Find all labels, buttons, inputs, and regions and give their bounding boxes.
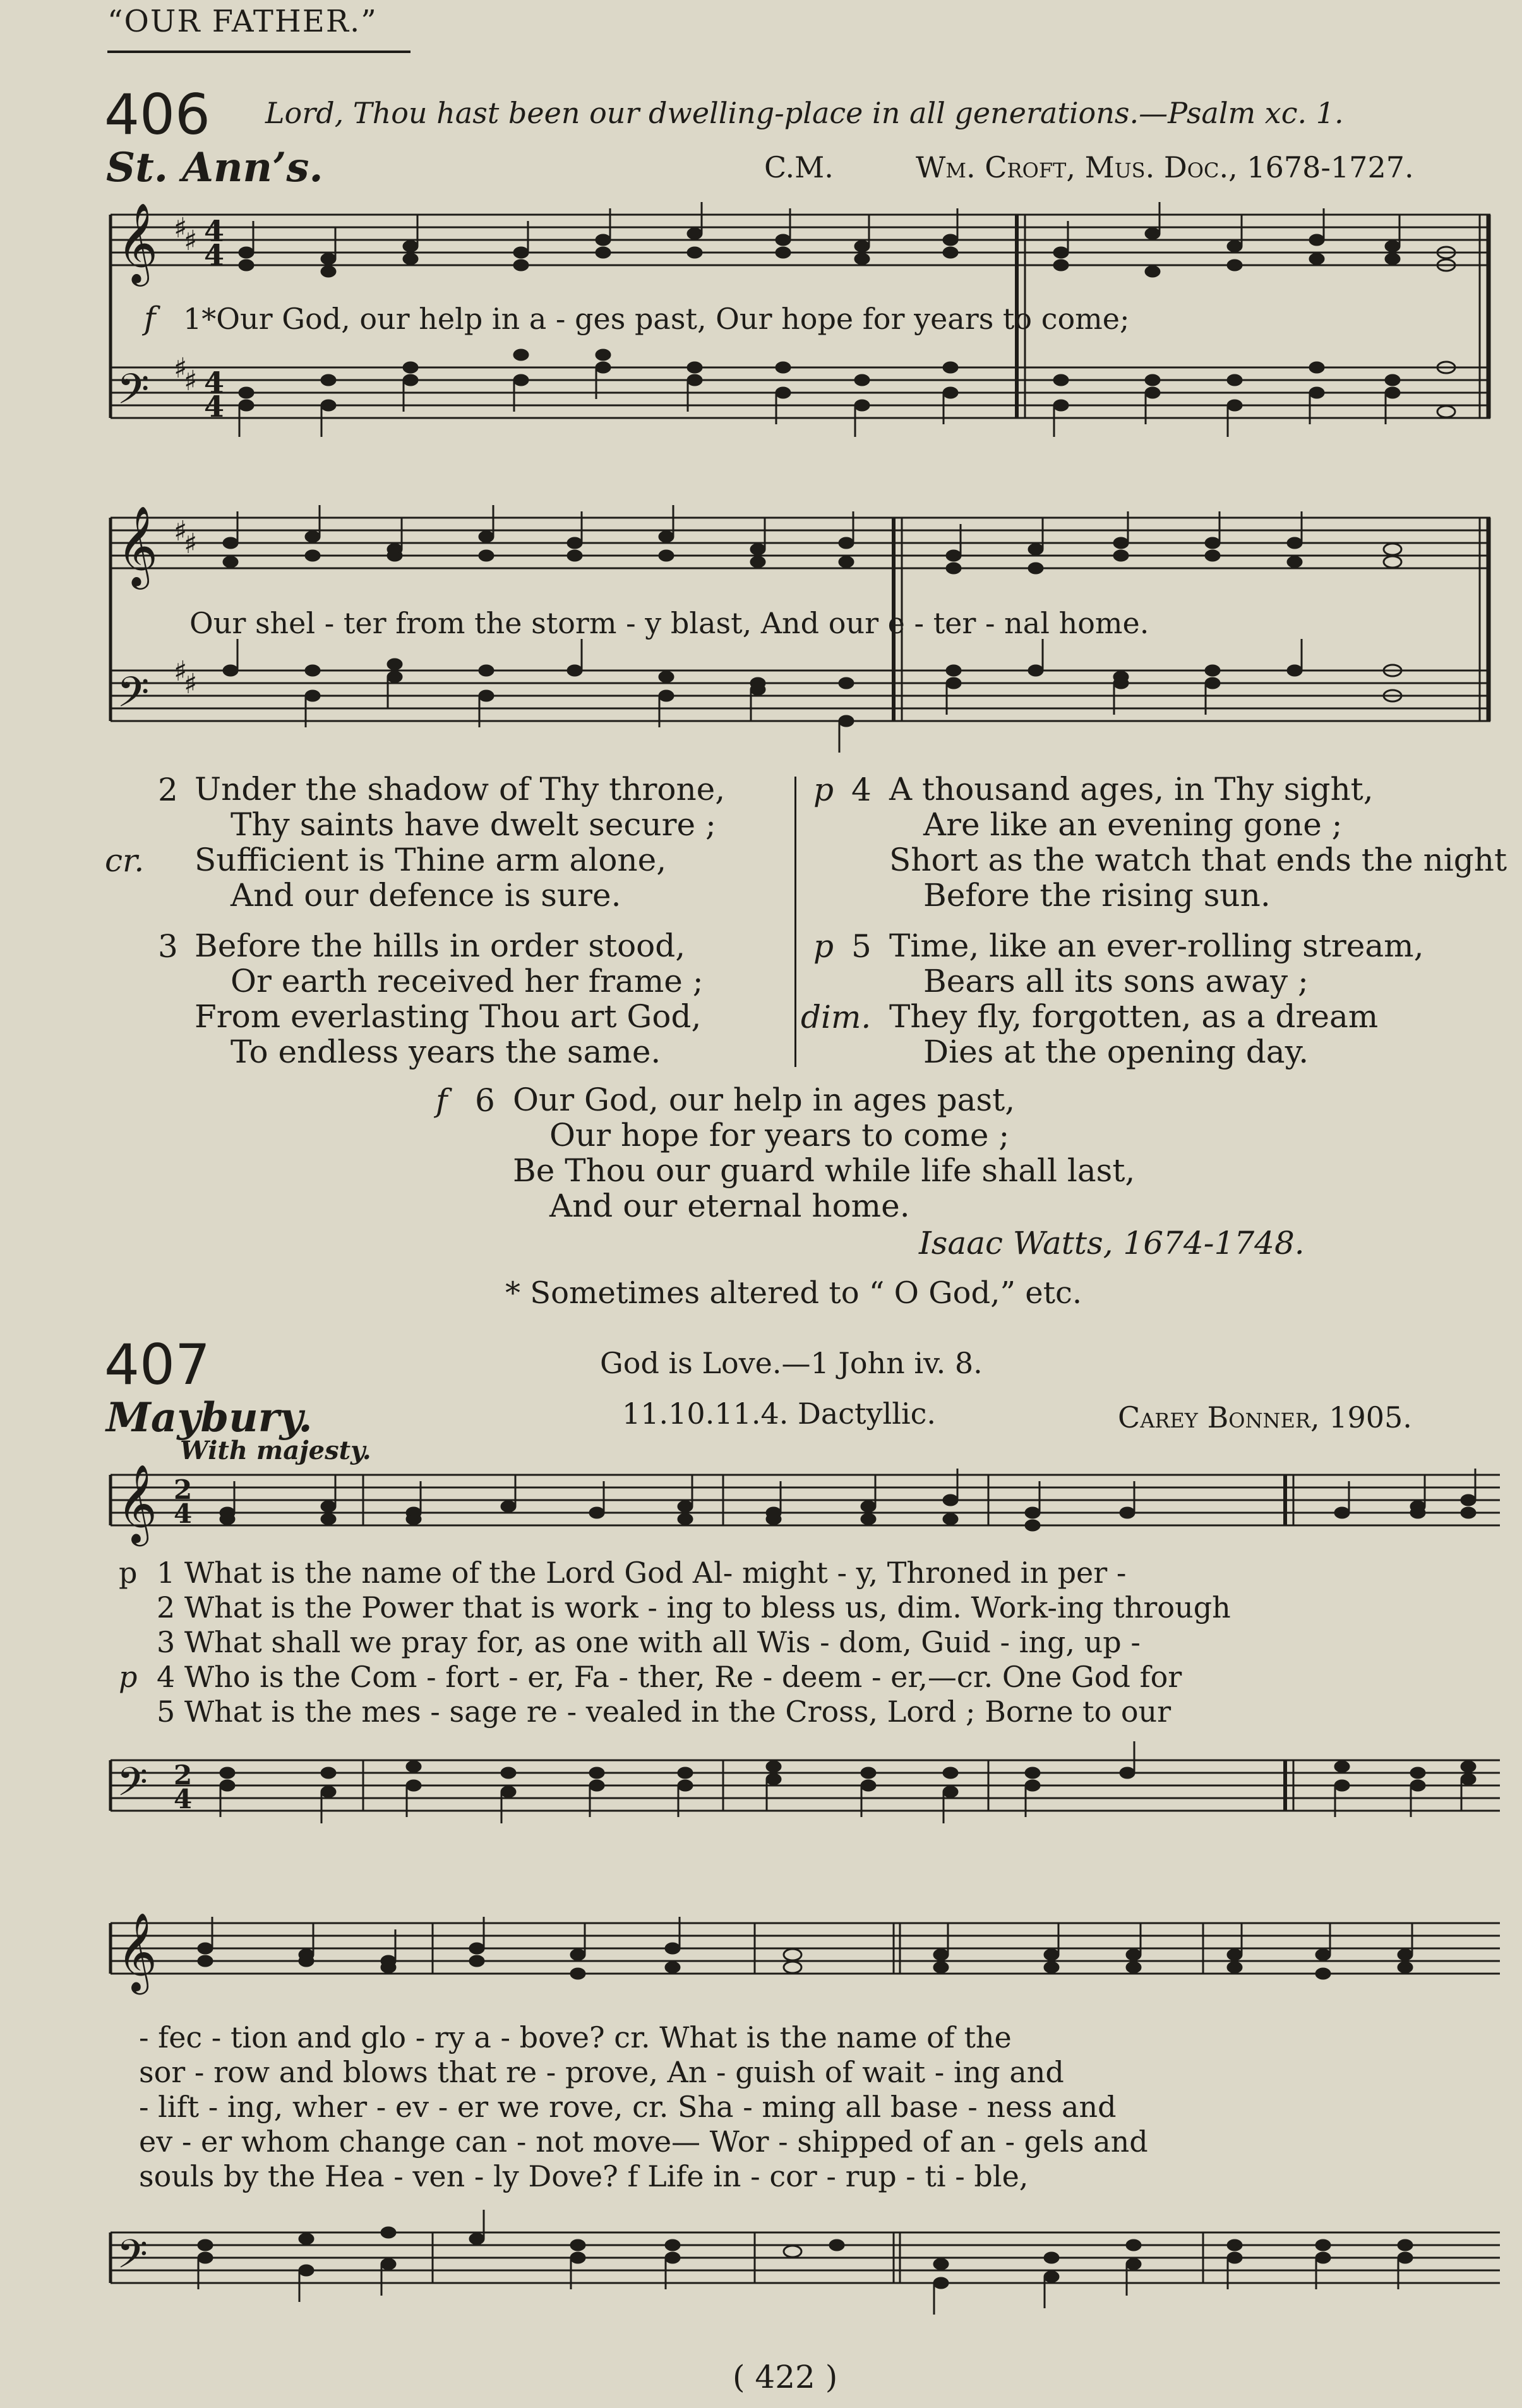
svg-text:𝄢: 𝄢 <box>117 1758 148 1815</box>
hymn-407-system-1-lyrics <box>101 1556 1503 1732</box>
hymn-407-tempo: With majesty. <box>180 1436 371 1465</box>
lyric-line: 5 What is the mes - sage re - vealed in the Cross, Lord ; Borne to our <box>157 1695 1171 1729</box>
dynamic-mark: dim. <box>801 999 872 1035</box>
hymn-406-tune-name: St. Ann’s. <box>106 144 323 191</box>
hymn-406-meter: C.M. <box>764 150 834 184</box>
lyric-line: 3 What shall we pray for, as one with all Wis - dom, Guid - ing, up - <box>157 1625 1141 1659</box>
hymn-406-composer: Wm. Croft, Mus. Doc., 1678-1727. <box>916 150 1414 184</box>
svg-text:4: 4 <box>174 1498 193 1529</box>
lyric-line: souls by the Hea - ven - ly Dove? f Life in - cor - rup - ti - ble, <box>139 2159 1029 2193</box>
hymn-406-author: Isaac Watts, 1674-1748. <box>919 1225 1305 1261</box>
lyric-line: 1 What is the name of the Lord God Al- might - y, Throned in per - <box>157 1556 1127 1590</box>
hymn-407-system-2-lyrics <box>101 2020 1503 2197</box>
hymn-407-text-reference: God is Love.—1 John iv. 8. <box>600 1346 983 1380</box>
lyric-line: - lift - ing, wher - ev - er we rove, cr. Sha - ming all base - ness and <box>139 2090 1117 2124</box>
verse-6 <box>429 1082 1250 1234</box>
svg-text:𝄞: 𝄞 <box>117 1912 157 1991</box>
verse-line: Short as the watch that ends the night <box>889 842 1507 878</box>
svg-text:2: 2 <box>174 1760 193 1791</box>
verse-mark: p <box>119 1660 138 1694</box>
hymn-407-system-2-bass <box>104 2210 1503 2323</box>
svg-text:♯: ♯ <box>174 515 188 547</box>
hymn-407-meter: 11.10.11.4. Dactyllic. <box>622 1397 937 1431</box>
lyric-line: sor - row and blows that re - prove, An - guish of wait - ing and <box>139 2055 1064 2089</box>
dynamic-mark: f <box>436 1082 448 1119</box>
dynamic-mark: p <box>813 928 834 965</box>
verse-4 <box>808 771 1507 928</box>
verse-line: Dies at the opening day. <box>923 1034 1309 1070</box>
svg-text:𝄞: 𝄞 <box>117 505 159 586</box>
verse-line: And our defence is sure. <box>231 877 621 914</box>
verse-number: 3 <box>158 928 178 965</box>
hymn-406-number: 406 <box>104 82 210 147</box>
lyric-line: ev - er whom change can - not move— Wor - shipped of an - gels and <box>139 2125 1148 2159</box>
verse-line: Time, like an ever-rolling stream, <box>889 927 1424 964</box>
page-number: ( 422 ) <box>733 2359 838 2395</box>
verse-line: To endless years the same. <box>231 1034 661 1070</box>
verse-line: A thousand ages, in Thy sight, <box>889 771 1374 808</box>
svg-text:4: 4 <box>174 1784 193 1815</box>
verse-line: Are like an evening gone ; <box>923 806 1343 843</box>
svg-text:𝄢: 𝄢 <box>117 668 150 727</box>
dynamic-mark: cr. <box>105 842 145 879</box>
hymn-407-number: 407 <box>104 1332 210 1397</box>
verse-number: 2 <box>158 772 178 808</box>
hymn-406-dynamic-f: f <box>144 300 156 337</box>
svg-text:𝄞: 𝄞 <box>117 1464 157 1543</box>
verse-line: And our eternal home. <box>549 1188 910 1224</box>
verse-line: Our hope for years to come ; <box>549 1117 1010 1153</box>
svg-text:♯: ♯ <box>184 528 198 560</box>
hymn-407-tune-name: Maybury. <box>106 1394 313 1441</box>
verse-3 <box>101 928 783 1080</box>
hymn-406-text-reference: Lord, Thou hast been our dwelling-place in all generations.—Psalm xc. 1. <box>265 96 1344 130</box>
running-head: “OUR FATHER.” <box>107 4 378 39</box>
hymn-406-verses-right <box>801 771 1507 1080</box>
dynamic-mark: p <box>813 772 834 808</box>
verse-line: Our God, our help in ages past, <box>513 1082 1016 1118</box>
verse-line: Or earth received her frame ; <box>231 963 704 999</box>
verse-line: Thy saints have dwelt secure ; <box>231 806 716 843</box>
verse-line: Under the shadow of Thy throne, <box>195 771 726 808</box>
verse-number: 5 <box>851 928 872 965</box>
svg-text:4: 4 <box>204 238 225 272</box>
lyric-line: 4 Who is the Com - fort - er, Fa - ther, Re - deem - er,—cr. One God for <box>157 1660 1182 1694</box>
hymn-406-footnote: * Sometimes altered to “ O God,” etc. <box>505 1275 1082 1311</box>
svg-text:♯: ♯ <box>184 365 198 397</box>
hymn-407-system-2-treble <box>104 1900 1503 2014</box>
lyric-line: - fec - tion and glo - ry a - bove? cr. What is the name of the <box>139 2020 1012 2054</box>
svg-text:♯: ♯ <box>184 225 198 257</box>
hymn-406-verses-left <box>101 772 783 1080</box>
lyric-line: 2 What is the Power that is work - ing to bless us, dim. Work-ing through <box>157 1590 1231 1624</box>
hymn-407-system-1-treble <box>104 1452 1503 1566</box>
running-head-rule <box>107 51 410 53</box>
svg-text:♯: ♯ <box>184 668 198 700</box>
verse-number: 6 <box>475 1082 495 1119</box>
hymn-406-lyrics-line-1: 1*Our God, our help in a - ges past, Our hope for years to come; <box>183 302 1130 336</box>
svg-text:𝄞: 𝄞 <box>117 202 159 283</box>
verse-2 <box>101 772 783 928</box>
svg-text:4: 4 <box>204 214 225 248</box>
verse-line: Bears all its sons away ; <box>923 963 1309 999</box>
hymn-406-lyrics-line-2: Our shel - ter from the storm - y blast, And our e - ter - nal home. <box>189 606 1149 640</box>
verse-line: Sufficient is Thine arm alone, <box>195 842 667 878</box>
svg-text:4: 4 <box>204 366 225 400</box>
verse-line: Be Thou our guard while life shall last, <box>513 1152 1136 1189</box>
svg-text:4: 4 <box>204 390 225 424</box>
svg-text:♯: ♯ <box>174 655 188 688</box>
verse-line: They fly, forgotten, as a dream <box>889 998 1379 1035</box>
svg-text:2: 2 <box>174 1474 193 1505</box>
svg-text:♯: ♯ <box>174 352 188 384</box>
verse-line: Before the rising sun. <box>923 877 1271 914</box>
svg-text:♯: ♯ <box>174 212 188 244</box>
verse-column-divider <box>794 777 796 1067</box>
verse-5 <box>801 927 1503 1080</box>
svg-text:𝄢: 𝄢 <box>117 365 150 424</box>
verse-mark: p <box>119 1556 138 1590</box>
verse-line: From everlasting Thou art God, <box>195 998 702 1035</box>
svg-text:𝄢: 𝄢 <box>117 2231 148 2287</box>
hymn-407-composer: Carey Bonner, 1905. <box>1118 1400 1412 1434</box>
hymn-407-system-1-bass <box>104 1737 1503 1851</box>
verse-line: Before the hills in order stood, <box>195 927 686 964</box>
verse-number: 4 <box>851 772 872 808</box>
